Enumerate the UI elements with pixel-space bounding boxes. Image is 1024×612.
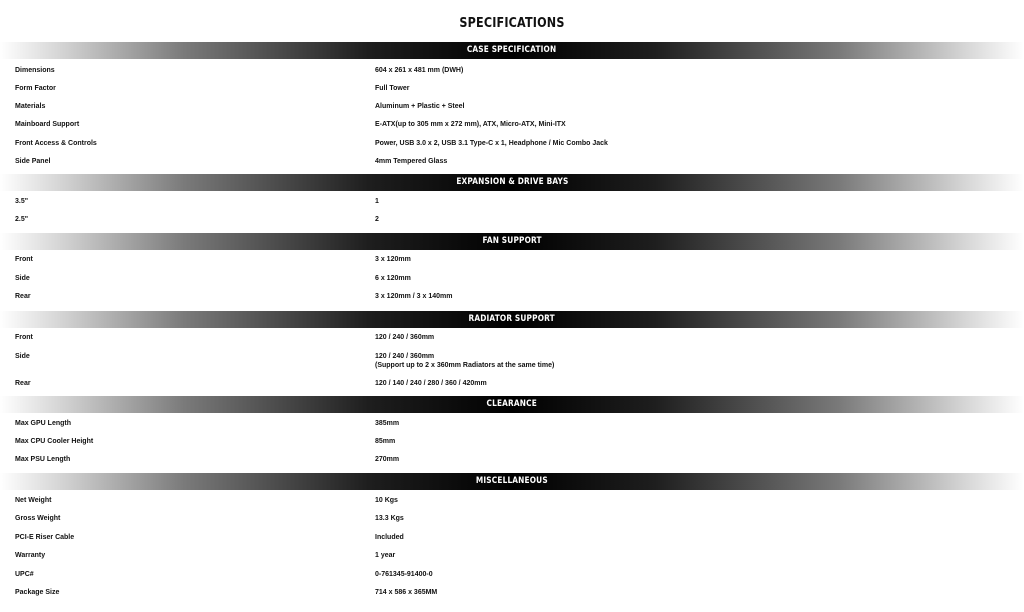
spec-label: 3.5" bbox=[15, 198, 29, 205]
spec-label: Rear bbox=[15, 293, 31, 300]
spec-value bbox=[375, 120, 566, 129]
spec-label: Gross Weight bbox=[15, 515, 61, 522]
spec-value bbox=[375, 84, 409, 93]
spec-value-line: 13.3 Kgs bbox=[375, 515, 404, 522]
spec-label: Side bbox=[15, 275, 30, 282]
spec-value-line: Power, USB 3.0 x 2, USB 3.1 Type-C x 1, Headphone / Mic Combo Jack bbox=[375, 140, 608, 147]
spec-label: Front Access & Controls bbox=[15, 140, 97, 147]
spec-label: Max GPU Length bbox=[15, 420, 72, 427]
spec-value-line: Aluminum + Plastic + Steel bbox=[375, 103, 465, 110]
spec-value-line: 85mm bbox=[375, 438, 396, 445]
section-title: RADIATOR SUPPORT bbox=[468, 314, 556, 324]
spec-label: Rear bbox=[15, 380, 31, 387]
spec-value bbox=[375, 215, 379, 224]
spec-value bbox=[375, 551, 395, 560]
spec-label: Dimensions bbox=[15, 67, 55, 74]
spec-value bbox=[375, 379, 487, 388]
spec-value bbox=[375, 255, 411, 264]
spec-value-line: 120 / 140 / 240 / 280 / 360 / 420mm bbox=[375, 380, 487, 387]
spec-value-line: Full Tower bbox=[375, 85, 410, 92]
spec-value-line: E-ATX(up to 305 mm x 272 mm), ATX, Micro-ATX, Mini-ITX bbox=[375, 121, 566, 128]
spec-label: Max CPU Cooler Height bbox=[15, 438, 94, 445]
spec-value-line: 120 / 240 / 360mm bbox=[375, 353, 435, 360]
section-header-clearance bbox=[0, 396, 1024, 413]
spec-label: Side Panel bbox=[15, 158, 51, 165]
spec-label: Mainboard Support bbox=[15, 121, 80, 128]
spec-value-line: 120 / 240 / 360mm bbox=[375, 334, 435, 341]
spec-value-line: 4mm Tempered Glass bbox=[375, 158, 448, 165]
spec-value-line: 714 x 586 x 365MM bbox=[375, 589, 438, 596]
spec-value bbox=[375, 292, 452, 301]
section-title: CASE SPECIFICATION bbox=[467, 45, 557, 55]
spec-value bbox=[375, 496, 398, 505]
section-title: MISCELLANEOUS bbox=[476, 476, 548, 486]
spec-label: Warranty bbox=[15, 552, 46, 559]
spec-value-line: Included bbox=[375, 534, 404, 541]
spec-value bbox=[375, 588, 437, 597]
spec-value bbox=[375, 514, 404, 523]
spec-label: Materials bbox=[15, 103, 46, 110]
spec-value-line: 3 x 120mm / 3 x 140mm bbox=[375, 293, 453, 300]
spec-label: Front bbox=[15, 256, 33, 263]
section-title: CLEARANCE bbox=[486, 399, 538, 409]
spec-value-line: 10 Kgs bbox=[375, 497, 398, 504]
section-header-expansion-drive-bays bbox=[0, 174, 1024, 191]
spec-value-line: 0-761345-91400-0 bbox=[375, 571, 433, 578]
spec-value bbox=[375, 66, 463, 75]
spec-value bbox=[375, 139, 608, 148]
spec-label: Form Factor bbox=[15, 85, 56, 92]
spec-label: 2.5" bbox=[15, 216, 29, 223]
section-header-miscellaneous bbox=[0, 473, 1024, 490]
spec-value bbox=[375, 102, 464, 111]
spec-value bbox=[375, 157, 447, 166]
section-header-case-specification bbox=[0, 42, 1024, 59]
spec-value bbox=[375, 419, 399, 428]
spec-value-line: 604 x 261 x 481 mm (DWH) bbox=[375, 67, 464, 74]
section-title: FAN SUPPORT bbox=[482, 236, 542, 246]
spec-value bbox=[375, 352, 554, 370]
section-header-radiator-support bbox=[0, 311, 1024, 328]
spec-value-line: 2 bbox=[375, 216, 379, 223]
spec-value bbox=[375, 533, 404, 542]
spec-value-line: (Support up to 2 x 360mm Radiators at the same time) bbox=[375, 362, 555, 369]
spec-label: PCI-E Riser Cable bbox=[15, 534, 75, 541]
spec-label: Net Weight bbox=[15, 497, 52, 504]
spec-value-line: 6 x 120mm bbox=[375, 275, 411, 282]
section-header-fan-support bbox=[0, 233, 1024, 250]
spec-value bbox=[375, 274, 411, 283]
spec-label: Max PSU Length bbox=[15, 456, 71, 463]
page-title: SPECIFICATIONS bbox=[459, 16, 565, 31]
spec-value bbox=[375, 455, 399, 464]
spec-label: Side bbox=[15, 353, 30, 360]
section-title: EXPANSION & DRIVE BAYS bbox=[455, 177, 569, 187]
spec-value-line: 270mm bbox=[375, 456, 400, 463]
spec-value bbox=[375, 197, 379, 206]
spec-value-line: 1 year bbox=[375, 552, 396, 559]
spec-value bbox=[375, 570, 433, 579]
spec-value bbox=[375, 333, 434, 342]
spec-label: UPC# bbox=[15, 571, 34, 578]
spec-value-line: 3 x 120mm bbox=[375, 256, 411, 263]
spec-label: Package Size bbox=[15, 589, 60, 596]
spec-value-line: 385mm bbox=[375, 420, 400, 427]
spec-value bbox=[375, 437, 395, 446]
spec-value-line: 1 bbox=[375, 198, 379, 205]
spec-label: Front bbox=[15, 334, 33, 341]
